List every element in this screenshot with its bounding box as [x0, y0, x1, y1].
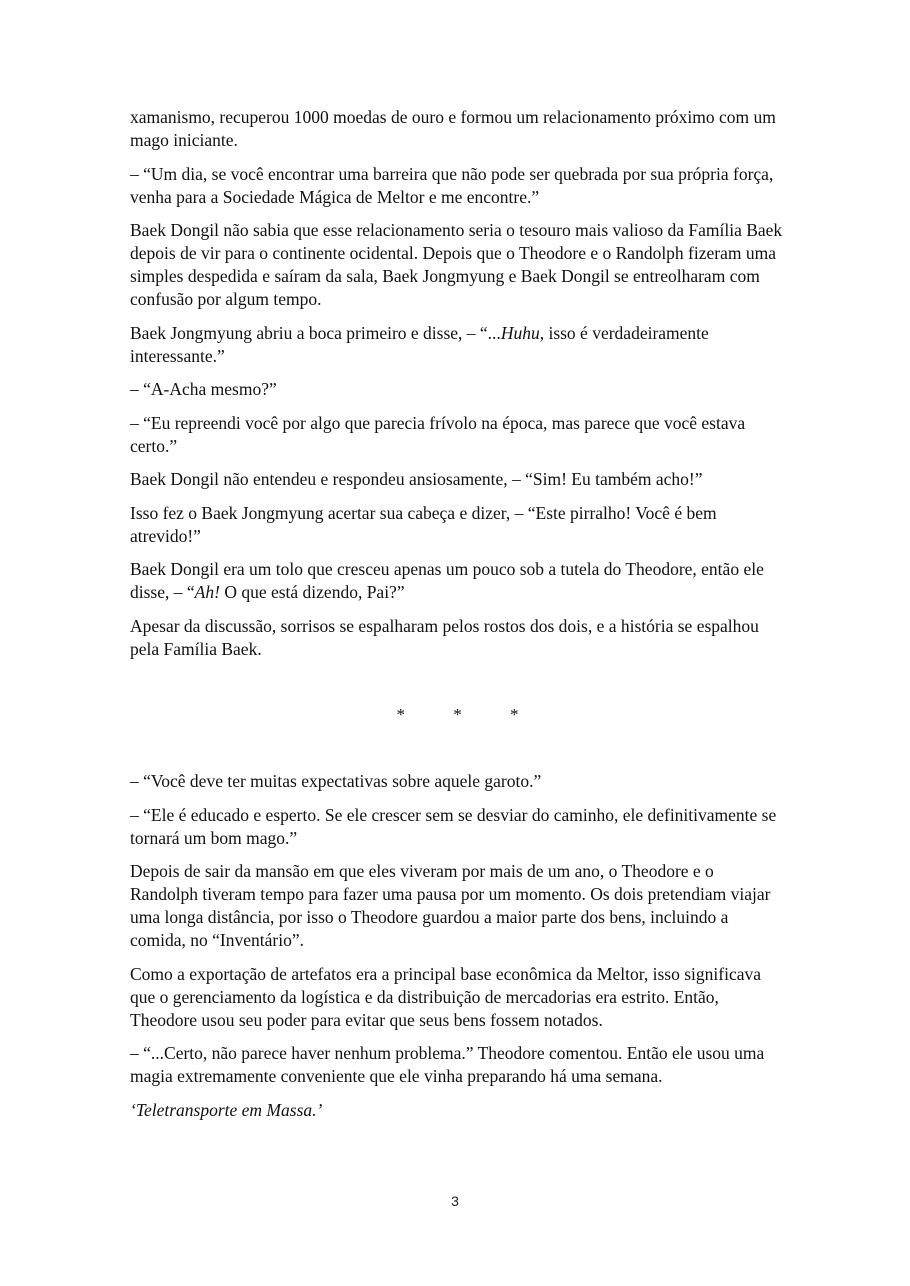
paragraph: – “...Certo, não parece haver nenhum problema.” Theodore comentou. Então ele usou uma magia extremamente conveniente que ele vinha preparando há uma semana.: [130, 1043, 765, 1086]
section-gap: [130, 671, 785, 703]
paragraph: Como a exportação de artefatos era a principal base econômica da Meltor, isso significava que o gerenciamento da logística e da distribuição de mercadorias era estrito. Então, Theodore usou seu poder para evitar que seus bens fossem notados.: [130, 963, 761, 1030]
text-run: , isso é verdadeiramente interessante.”: [130, 322, 709, 366]
paragraph: – “Eu repreendi você por algo que parecia frívolo na época, mas parece que você estava certo.”: [130, 412, 746, 456]
page-number: 3: [451, 1193, 459, 1209]
paragraph: Baek Dongil não sabia que esse relacionamento seria o tesouro mais valioso da Família Baek depois de vir para o continente ocidental. Depois que o Theodore e o Randolph fizeram uma simples despedida e saíram da sala, Baek Jongmyung e Baek Dongil se entreolharam com confusão por algum tempo.: [130, 220, 783, 309]
paragraph: Isso fez o Baek Jongmyung acertar sua cabeça e dizer, – “Este pirralho! Você é bem atrevido!”: [130, 502, 717, 546]
italic-text: Ah!: [194, 582, 220, 602]
paragraph: – “Um dia, se você encontrar uma barreira que não pode ser quebrada por sua própria força, venha para a Sociedade Mágica de Meltor e me encontre.”: [130, 163, 774, 207]
section-gap: [130, 726, 785, 770]
section-separator: * * *: [396, 705, 541, 724]
text-run: Baek Dongil era um tolo que cresceu apenas um pouco sob a tutela do Theodore, então ele disse, – “: [130, 559, 764, 602]
paragraph: – “A-Acha mesmo?”: [130, 379, 277, 399]
text-run: Baek Jongmyung abriu a boca primeiro e disse, – “...: [130, 322, 501, 343]
paragraph: xamanismo, recuperou 1000 moedas de ouro e formou um relacionamento próximo com um mago iniciante.: [130, 107, 776, 150]
paragraph: Apesar da discussão, sorrisos se espalharam pelos rostos dos dois, e a história se espalhou pela Família Baek.: [130, 615, 759, 659]
paragraph: Depois de sair da mansão em que eles viveram por mais de um ano, o Theodore e o Randolph tiveram tempo para fazer uma pausa por um momento. Os dois pretendiam viajar uma longa distância, por isso o Theodore guardou a maior parte dos bens, incluindo a comida, no “Inventário”.: [130, 861, 771, 950]
document-page: [130, 106, 785, 1132]
text-run: O que está dizendo, Pai?”: [219, 582, 405, 602]
italic-paragraph: ‘Teletransporte em Massa.’: [130, 1099, 323, 1120]
paragraph: [130, 558, 785, 604]
italic-text: Huhu: [500, 322, 540, 343]
paragraph: Baek Dongil não entendeu e respondeu ansiosamente, – “Sim! Eu também acho!”: [130, 469, 703, 489]
paragraph: [130, 322, 785, 368]
paragraph: – “Você deve ter muitas expectativas sobre aquele garoto.”: [130, 771, 542, 791]
paragraph: – “Ele é educado e esperto. Se ele crescer sem se desviar do caminho, ele definitivamente se tornará um bom mago.”: [130, 804, 777, 848]
